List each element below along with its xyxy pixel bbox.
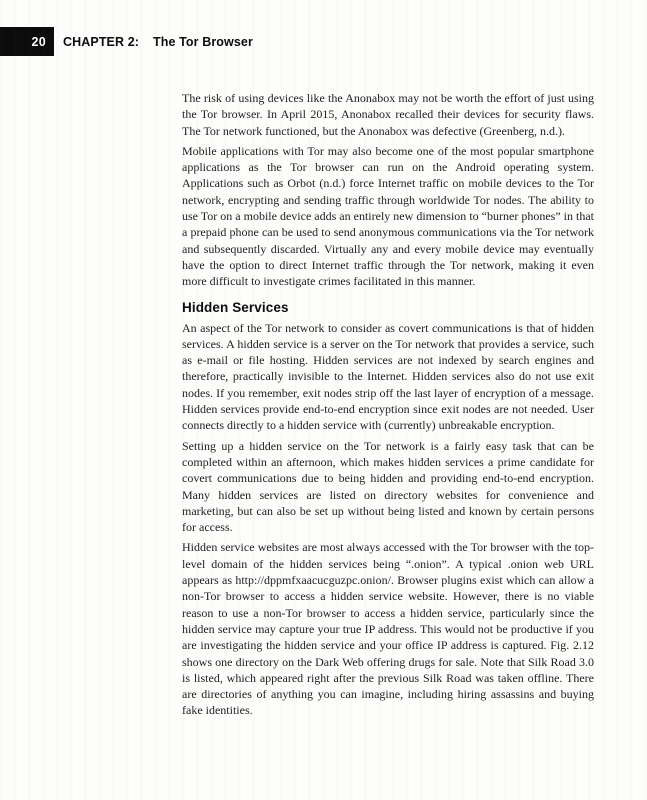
page-number-tab <box>0 27 54 56</box>
running-head <box>0 27 647 56</box>
body-paragraph: The risk of using devices like the Anonabox may not be worth the effort of just using the Tor browser. In April 2015, Anonabox recalled their devices for security flaws. The Tor network functioned, but the Anonabox was defective (Greenberg, n.d.). <box>182 91 594 138</box>
page-number: 20 <box>31 34 46 49</box>
chapter-label: CHAPTER 2: <box>63 34 140 49</box>
body-paragraph: Setting up a hidden service on the Tor network is a fairly easy task that can be completed within an afternoon, which makes hidden services a prime candidate for covert communications due to being hidden and providing end-to-end encryption. Many hidden services are listed on directory websites for convenience and marketing, but can also be set up without being listed and known by certain persons for access. <box>182 438 594 535</box>
body-paragraph: An aspect of the Tor network to consider as covert communications is that of hidden services. A hidden service is a server on the Tor network that provides a service, such as e-mail or file hosting. Hidden services are not indexed by search engines and therefore, practically invisible to the Internet. Hidden services also do not use exit nodes. If you remember, exit nodes strip off the last layer of encryption of a message. Hidden services provide end-to-end encryption since exit nodes are not needed. User connects directly to a hidden service with (currently) unbreakable encryption. <box>182 320 594 433</box>
body-paragraph: Hidden service websites are most always accessed with the Tor browser with the top-level domain of the hidden services being “.onion”. A typical .onion web URL appears as http://dppmfxaacucguzpc.onion/. Browser plugins exist which can allow a non-Tor browser to access a hidden service website. However, there is no viable reason to use a non-Tor browser to access a hidden service, particularly since the hidden service may capture your true IP address. This would not be productive if you are investigating the hidden service and your office IP address is captured. Fig. 2.12 shows one directory on the Dark Web offering drugs for sale. Note that Silk Road 3.0 is listed, which appeared right after the previous Silk Road was taken offline. There are directories of anything you can imagine, including hiring assassins and buying fake identities. <box>182 540 594 718</box>
chapter-title: The Tor Browser <box>153 34 253 49</box>
section-heading-hidden-services: Hidden Services <box>182 299 289 315</box>
body-paragraph: Mobile applications with Tor may also become one of the most popular smartphone applications as the Tor browser can run on the Android operating system. Applications such as Orbot (n.d.) force Internet traffic on mobile devices to the Tor network, encrypting and sending traffic through worldwide Tor nodes. The ability to use Tor on a mobile device adds an entirely new dimension to “burner phones” in that a prepaid phone can be used to send anonymous communications via the Tor network and subsequently discarded. Virtually any and every mobile device may eventually have the option to direct Internet traffic through the Tor network, making it even more difficult to investigate crimes facilitated in this manner. <box>182 143 594 289</box>
chapter-running-title <box>63 27 253 56</box>
page-body-text <box>182 90 594 723</box>
